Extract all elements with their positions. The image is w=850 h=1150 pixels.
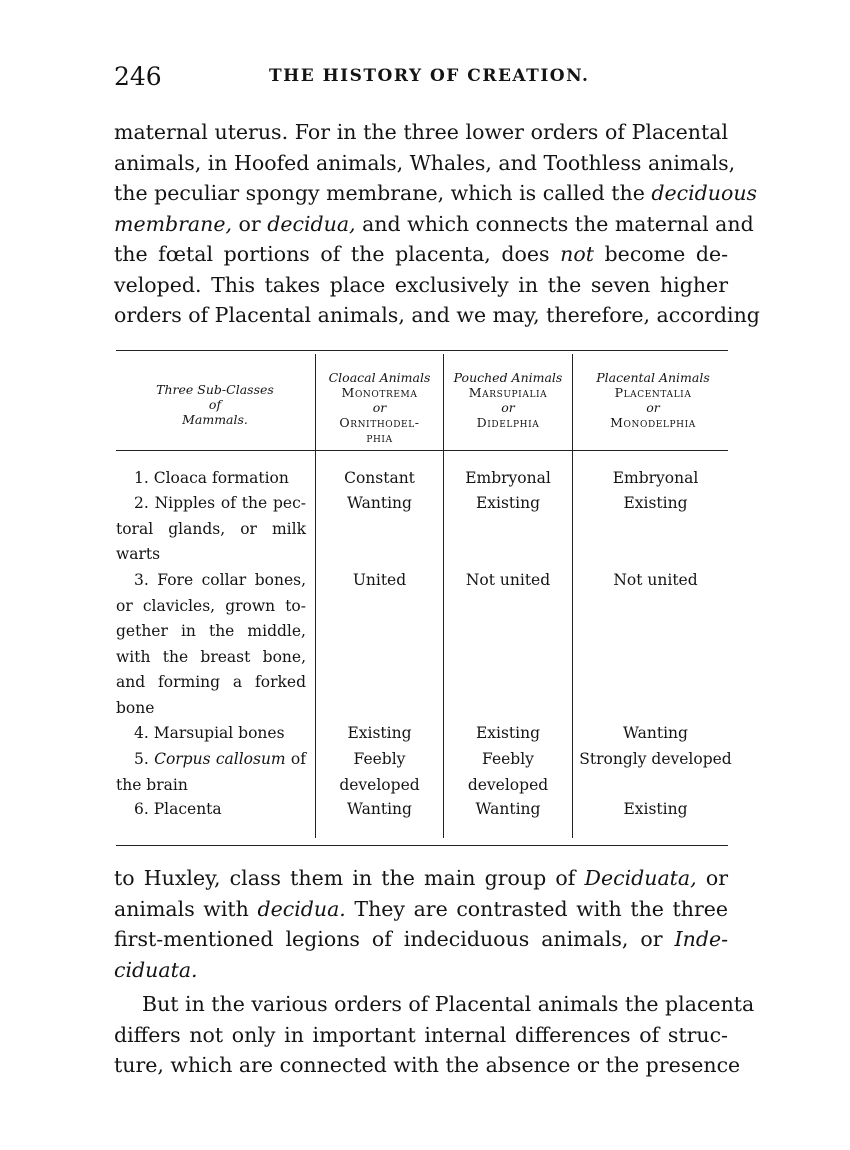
table-cell: Not united — [465, 571, 551, 589]
table-top-rule — [116, 350, 728, 351]
text-line: animals with decidua. They are contrasted with the three — [114, 896, 729, 921]
text-line: the fœtal portions of the placenta, does not become de- — [114, 242, 728, 266]
page-number: 246 — [114, 62, 162, 91]
text-line: ture, which are connected with the absence or the presence — [114, 1053, 741, 1077]
table-cell: Feebly developed — [467, 750, 549, 794]
text-line: the peculiar spongy membrane, which is called the deciduous — [114, 181, 758, 205]
table-cell: Embryonal — [465, 469, 551, 487]
page-header — [114, 62, 734, 98]
table-header-placental: Placental Animals Placentalia or Monodelphia — [596, 370, 710, 430]
table-row-label: 4. Marsupial bones — [134, 724, 285, 742]
text-line: differs not only in important internal differences of struc- — [114, 1022, 728, 1047]
table-header-pouched: Pouched Animals Marsupialia or Didelphia — [453, 370, 563, 430]
table-cell: Wanting — [623, 724, 688, 742]
table-row-label: 6. Placenta — [134, 800, 222, 818]
table-cell: Feebly developed — [339, 750, 420, 794]
table-cell: Wanting — [475, 800, 541, 818]
text-line: to Huxley, class them in the main group of Deciduata, or — [114, 866, 728, 890]
table-row-label: 5. Corpus callosum of the brain — [116, 750, 306, 794]
text-line: ciduata. — [114, 957, 198, 982]
table-cell: United — [352, 571, 407, 589]
table-cell: Not united — [613, 571, 698, 589]
paragraph-3 — [114, 989, 755, 1081]
table-cell: Embryonal — [612, 469, 699, 487]
running-title: THE HISTORY OF CREATION. — [269, 66, 590, 86]
table-cell: Existing — [475, 494, 541, 512]
text-line: first-mentioned legions of indeciduous animals, or Inde- — [114, 927, 728, 951]
text-line: membrane, or decidua, and which connects the maternal and — [114, 211, 754, 236]
text-line: maternal uterus. For in the three lower orders of Placental — [114, 120, 728, 144]
table-cell: Existing — [347, 724, 412, 742]
text-line: animals, in Hoofed animals, Whales, and Toothless animals, — [114, 150, 736, 175]
table-header-subclasses: Three Sub-Classes of Mammals. — [156, 382, 274, 427]
text-line: orders of Placental animals, and we may, therefore, according — [114, 303, 760, 327]
table-cell: Existing — [475, 724, 541, 742]
table-bottom-rule — [116, 845, 728, 846]
table-cell: Existing — [623, 494, 688, 512]
paragraph-1 — [114, 117, 760, 331]
table-row-label: 1. Cloaca formation — [134, 469, 289, 487]
text-line: But in the various orders of Placental animals the placenta — [142, 992, 755, 1016]
table-cell: Strongly developed — [579, 750, 732, 768]
table-cell: Wanting — [347, 494, 412, 512]
table-header-rule — [116, 450, 728, 451]
table-header-cloacal: Cloacal Animals Monotrema or Ornithodel- phia — [328, 370, 431, 445]
table-cell: Constant — [344, 469, 415, 487]
paragraph-2 — [114, 863, 728, 985]
table-row-label: 2. Nipples of the pec- toral glands, or milk warts — [116, 494, 306, 563]
table-cell: Existing — [623, 800, 688, 818]
table-cell: Wanting — [347, 800, 412, 818]
table-row-label: 3. Fore collar bones, or clavicles, grown to- gether in the middle, with the breast bone, and forming a forked bone — [116, 571, 306, 717]
text-line: veloped. This takes place exclusively in the seven higher — [114, 272, 728, 297]
